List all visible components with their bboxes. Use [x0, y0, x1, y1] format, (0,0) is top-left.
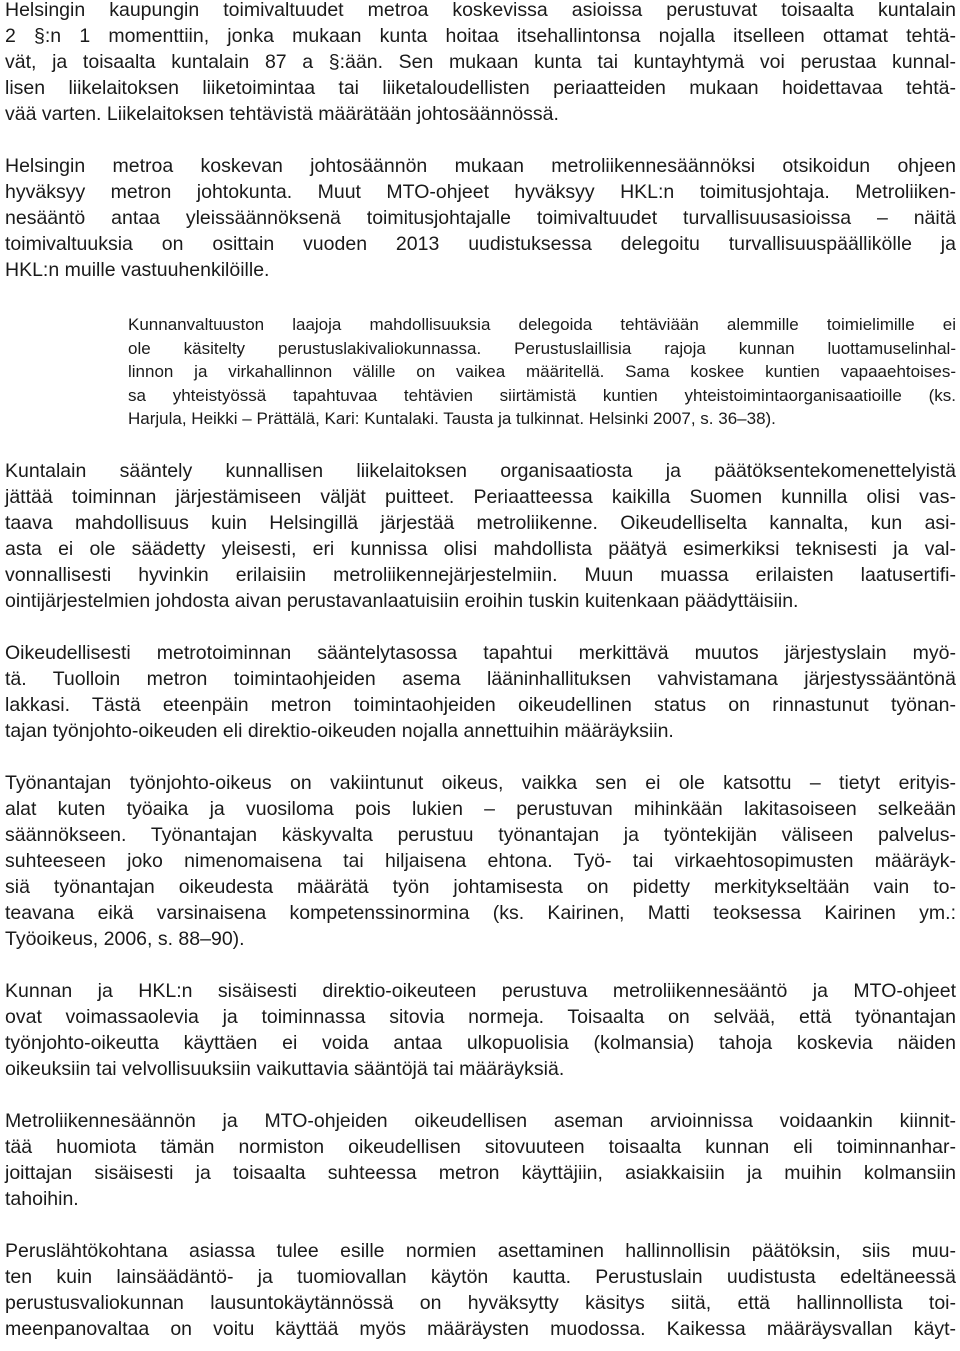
text-line: jättää toiminnan järjestämiseen väljät puitteet. Periaatteessa kaikilla Suomen kunnilla olisi vas- — [5, 486, 956, 508]
paragraph-johtosaanto — [5, 153, 956, 283]
paragraph-toimivaltuudet — [5, 0, 956, 127]
paragraph-peruslahtokohta — [5, 1238, 956, 1342]
text-line: Työoikeus, 2006, s. 88–90). — [5, 928, 245, 950]
text-line: Peruslähtökohtana asiassa tulee esille normien asettaminen hallinnollisin päätöksin, siis muu- — [5, 1240, 956, 1262]
quote-block — [128, 313, 956, 431]
text-line: työnjohto-oikeutta käyttäen ei voida antaa ulkopuolisia (kolmansia) tahoja koskevia näiden — [5, 1032, 956, 1054]
text-line: ovat voimassaolevia ja toiminnassa sitovia normeja. Toisaalta on selvää, että työnantajan — [5, 1006, 956, 1028]
text-line: Helsingin kaupungin toimivaltuudet metroa koskevissa asioissa perustuvat toisaalta kuntalain — [5, 0, 956, 21]
text-line: toimivaltuuksia on osittain vuoden 2013 uudistuksessa delegoitu turvallisuuspäällikölle ja — [5, 233, 956, 255]
text-line: alat kuten työaika ja vuosiloma pois lukien – perustuvan mihinkään lakitasoiseen selkeään — [5, 798, 956, 820]
paragraph-saantelytaso — [5, 640, 956, 744]
paragraph-kuntalain-saantely — [5, 458, 956, 614]
text-line: joittajan sisäisesti ja toisaalta suhteessa metron käyttäjiin, asiakkaisiin ja muihin kolmansiin — [5, 1162, 956, 1184]
text-line: HKL:n muille vastuuhenkilöille. — [5, 259, 270, 281]
text-line: asta ei ole säädetty yleisesti, eri kunnissa olisi mahdollista päätyä esimerkiksi teknisesti ja val- — [5, 538, 956, 560]
text-line: 2 §:n 1 momenttiin, jonka mukaan kunta hoitaa itsehallintonsa nojalla itselleen ottamat tehtä- — [5, 25, 956, 47]
text-line: Harjula, Heikki – Prättälä, Kari: Kuntalaki. Tausta ja tulkinnat. Helsinki 2007, s. 36–38). — [128, 409, 776, 428]
text-line: tahoihin. — [5, 1188, 79, 1210]
text-line: Kunnan ja HKL:n sisäisesti direktio-oikeuteen perustuva metroliikennesääntö ja MTO-ohjeet — [5, 980, 956, 1002]
text-line: vät, ja toisaalta kuntalain 87 a §:ään. Sen mukaan kunta tai kuntayhtymä voi perustaa kunnal- — [5, 51, 956, 73]
text-line: oikeuksiin tai velvollisuuksiin vaikuttavia sääntöjä tai määräyksiä. — [5, 1058, 565, 1080]
text-line: meenpanovaltaa on voitu käyttää myös määräysten muodossa. Kaikessa määräysvallan käyt- — [5, 1318, 956, 1340]
text-line: teavana eikä varsinaisena kompetenssinormina (ks. Kairinen, Matti teoksessa Kairinen ym.: — [5, 902, 956, 924]
text-line: ten kuin lainsäädäntö- ja tuomiovallan käytön kautta. Perustuslain uudistusta edeltäneessä — [5, 1266, 956, 1288]
paragraph-oikeudellinen-asema — [5, 1108, 956, 1212]
text-line: säännökseen. Työnantajan käskyvalta perustuu työnantajan ja työntekijän väliseen palvelus- — [5, 824, 956, 846]
text-line: Kuntalain sääntely kunnallisen liikelaitoksen organisaatiosta ja päätöksentekomenettelyistä — [5, 460, 956, 482]
text-line: ointijärjestelmien johdosta aivan perustavanlaatuisiin eroihin tuskin kuitenkaan päädyttäisiin. — [5, 590, 799, 612]
paragraph-tyonjohto-oikeus — [5, 770, 956, 952]
text-line: sa yhteistyössä tapahtuvaa tehtävien siirtämistä kuntien yhteistoimintaorganisaatioille (ks. — [128, 385, 956, 405]
text-line: Kunnanvaltuuston laajoja mahdollisuuksia delegoida tehtäviään alemmille toimielimille ei — [128, 315, 956, 334]
text-line: Oikeudellisesti metrotoiminnan sääntelytasossa tapahtui merkittävä muutos järjestyslain myö- — [5, 642, 956, 664]
text-line: hyväksyy metron johtokunta. Muut MTO-ohjeet hyväksyy HKL:n toimitusjohtaja. Metroliiken- — [5, 181, 956, 203]
text-line: tä. Tuolloin metron toimintaohjeiden asema lääninhallituksen vahvistamana järjestyssääntönä — [5, 668, 956, 690]
text-line: vää varten. Liikelaitoksen tehtävistä määrätään johtosäännössä. — [5, 103, 559, 125]
text-line: suhteeseen joko nimenomaisena tai hiljaisena ehtona. Työ- tai virkaehtosopimusten määräyk- — [5, 850, 956, 872]
paragraph-direktio-oikeus — [5, 978, 956, 1082]
text-line: perustusvaliokunnan lausuntokäytännössä on hyväksytty käsitys siitä, että hallinnollista toi- — [5, 1292, 956, 1314]
text-line: tää huomiota tämän normiston oikeudellisen sitovuuteen toisaalta kunnan eli toiminnanhar- — [5, 1136, 956, 1158]
text-line: lisen liikelaitoksen liiketoimintaa tai liiketaloudellisten periaatteiden mukaan hoidettavaa tehtä- — [5, 77, 956, 99]
text-line: nesääntö antaa yleissäännöksenä toimitusjohtajalle toimivaltuudet turvallisuusasioissa – näitä — [5, 207, 956, 229]
text-line: linnon ja virkahallinnon välille on vaikea määritellä. Sama koskee kuntien vapaaehtoises- — [128, 362, 956, 381]
text-line: vonnallisesti hyvinkin erilaisiin metroliikennejärjestelmiin. Muun muassa erilaisten laatusertifi- — [5, 564, 956, 586]
text-line: lakkasi. Tästä eteenpäin metron toimintaohjeiden oikeudellinen status on rinnastunut työnan- — [5, 694, 956, 716]
text-line: tajan työnjohto-oikeuden eli direktio-oikeuden nojalla annettuihin määräyksiin. — [5, 720, 674, 742]
text-line: siä työnantajan oikeudesta määrätä työn johtamisesta on pidetty merkitykseltään vain to- — [5, 876, 956, 898]
text-line: Helsingin metroa koskevan johtosäännön mukaan metroliikennesäännöksi otsikoidun ohjeen — [5, 155, 956, 177]
text-line: ole käsitelty perustuslakivaliokunnassa. Perustuslaillisia rajoja kunnan luottamuselinhal- — [128, 338, 956, 358]
text-line: taava mahdollisuus kuin Helsingillä järjestää metroliikenne. Oikeudelliselta kannalta, kun asi- — [5, 512, 956, 534]
text-line: Työnantajan työnjohto-oikeus on vakiintunut oikeus, vaikka sen ei ole katsottu – tietyt erityis- — [5, 772, 956, 794]
text-line: Metroliikennesäännön ja MTO-ohjeiden oikeudellisen aseman arvioinnissa voidaankin kiinnit- — [5, 1110, 956, 1132]
